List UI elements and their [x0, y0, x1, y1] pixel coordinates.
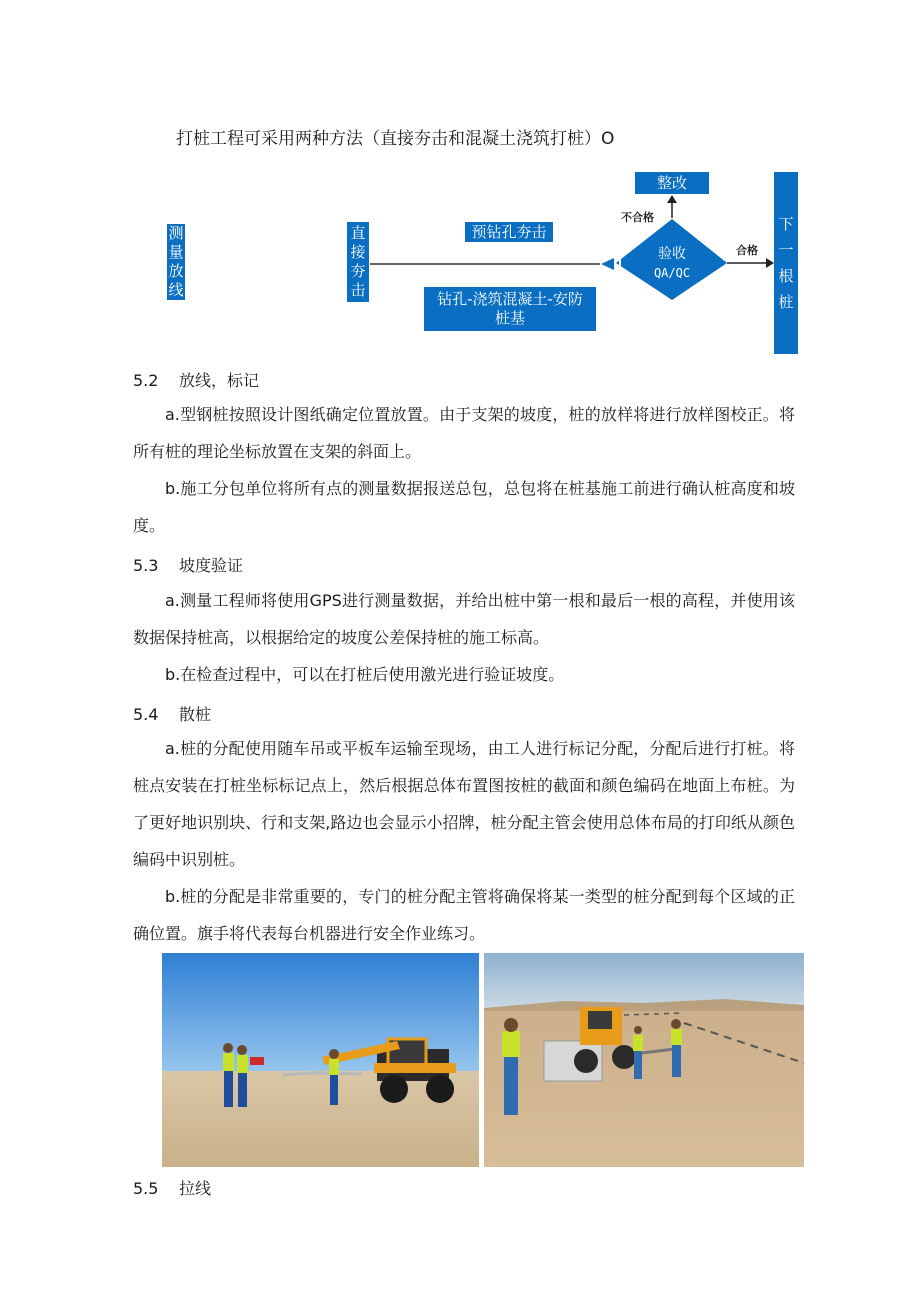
- heading-5-2-num: 5.2: [133, 371, 159, 390]
- heading-5-5-num: 5.5: [133, 1179, 159, 1198]
- label-pass: 合格: [736, 244, 758, 257]
- box-rectify-label: 整改: [656, 173, 687, 192]
- flow-connectors: [0, 0, 920, 370]
- arrowhead-decision: [601, 258, 614, 270]
- paragraph-5-3-b: b.在检查过程中，可以在打桩后使用激光进行验证坡度。: [165, 665, 565, 684]
- heading-5-4-num: 5.4: [133, 705, 159, 724]
- decision-title: 验收: [658, 246, 686, 262]
- box-survey-label: 测量放线: [168, 224, 184, 299]
- box-direct-label: 直接夯击: [350, 224, 366, 299]
- label-fail: 不合格: [621, 211, 654, 224]
- decision-sub: QA/QC: [653, 266, 691, 280]
- arrowhead-up: [667, 195, 677, 203]
- box-next-label: 下一根桩: [778, 215, 794, 311]
- photo-telehandler-art: [162, 953, 479, 1167]
- heading-5-2-title: 放线，标记: [179, 371, 260, 390]
- box-drill-pour-label: 钻孔-浇筑混凝土-安防桩基: [437, 290, 583, 327]
- heading-5-4-title: 散桩: [179, 705, 212, 724]
- paragraph-5-4-b: b.桩的分配是非常重要的，专门的桩分配主管将确保将某一类型的桩分配到每个区域的正确位置。旗手将代表每台机器进行安全作业练习。: [133, 887, 795, 943]
- heading-5-4: [133, 702, 211, 725]
- photo-pile-carrying: [484, 953, 804, 1167]
- paragraph-5-4-a: a.桩的分配使用随车吊或平板车运输至现场，由工人进行标记分配，分配后进行打桩。将桩点安装在打桩坐标标记点上，然后根据总体布置图按桩的截面和颜色编码在地面上布桩。为了更好地识别块、行和支架,路边也会显示小招牌，桩分配主管会使用总体布局的打印纸从颜色编码中识别桩。: [133, 739, 795, 869]
- heading-5-5: [133, 1176, 211, 1199]
- intro-text: 打桩工程可采用两种方法（直接夯击和混凝土浇筑打桩）O: [176, 129, 615, 149]
- heading-5-2: [133, 368, 259, 391]
- box-predrill-label: 预钻孔夯击: [471, 222, 547, 241]
- arrowhead-next: [766, 258, 774, 268]
- heading-5-5-title: 拉线: [179, 1179, 212, 1198]
- paragraph-5-3-a: a.测量工程师将使用GPS进行测量数据，并给出桩中第一根和最后一根的高程，并使用该数据保持桩高，以根据给定的坡度公差保持桩的施工标高。: [133, 591, 795, 647]
- heading-5-3: [133, 553, 243, 576]
- photo-pile-carrying-art: [484, 953, 804, 1167]
- heading-5-3-title: 坡度验证: [179, 556, 244, 575]
- paragraph-5-2-b: b.施工分包单位将所有点的测量数据报送总包，总包将在桩基施工前进行确认桩高度和坡度。: [133, 479, 795, 535]
- heading-5-3-num: 5.3: [133, 556, 159, 575]
- photo-telehandler-site: [162, 953, 479, 1167]
- paragraph-5-2-a: a.型钢桩按照设计图纸确定位置放置。由于支架的坡度，桩的放样将进行放样图校正。将所有桩的理论坐标放置在支架的斜面上。: [133, 405, 795, 461]
